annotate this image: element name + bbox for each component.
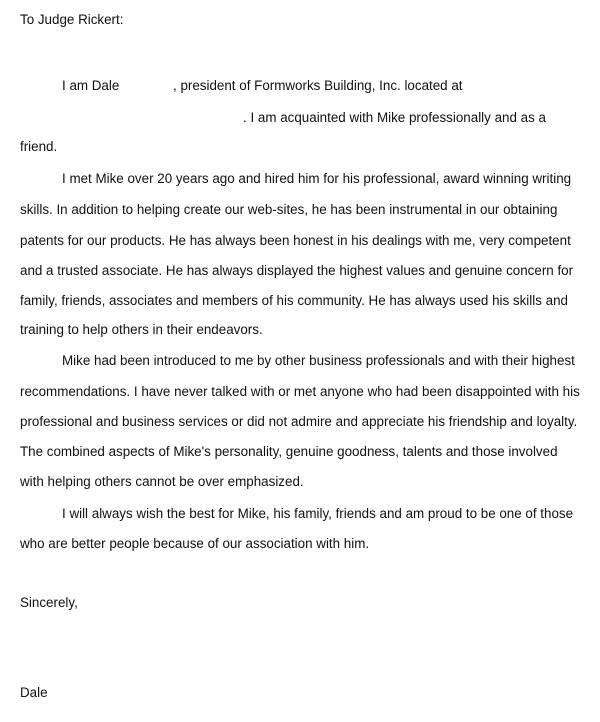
body-paragraph-2-line-1: Mike had been introduced to me by other business professionals and with their highest <box>62 353 575 368</box>
intro-line-3: friend. <box>20 139 58 154</box>
body-paragraph-3-line-2: who are better people because of our association with him. <box>20 536 370 551</box>
intro-line-1-start: I am Dale <box>62 78 120 93</box>
body-paragraph-1-line-4: and a trusted associate. He has always displayed the highest values and genuine concern for <box>20 263 574 278</box>
body-paragraph-2-line-4: The combined aspects of Mike's personality, genuine goodness, talents and those involved <box>20 444 558 459</box>
body-paragraph-1-line-2: skills. In addition to helping create our web-sites, he has been instrumental in our obtaining <box>20 202 558 217</box>
intro-line-2: . I am acquainted with Mike professionally and as a <box>243 110 546 125</box>
closing: Sincerely, <box>20 595 78 610</box>
signature-name: Dale <box>20 685 48 700</box>
body-paragraph-1-line-6: training to help others in their endeavors. <box>20 322 263 337</box>
intro-line-1-end: , president of Formworks Building, Inc. located at <box>173 78 463 93</box>
body-paragraph-1-line-5: family, friends, associates and members of his community. He has always used his skills and <box>20 293 568 308</box>
body-paragraph-2-line-2: recommendations. I have never talked with or met anyone who had been disappointed with his <box>20 384 580 399</box>
salutation: To Judge Rickert: <box>20 12 124 27</box>
body-paragraph-2-line-5: with helping others cannot be over emphasized. <box>20 474 304 489</box>
body-paragraph-1-line-3: patents for our products. He has always been honest in his dealings with me, very competent <box>20 233 571 248</box>
body-paragraph-1-line-1: I met Mike over 20 years ago and hired him for his professional, award winning writing <box>62 171 572 186</box>
body-paragraph-3-line-1: I will always wish the best for Mike, his family, friends and am proud to be one of those <box>62 506 574 521</box>
body-paragraph-2-line-3: professional and business services or did not admire and appreciate his friendship and loyalty. <box>20 414 578 429</box>
